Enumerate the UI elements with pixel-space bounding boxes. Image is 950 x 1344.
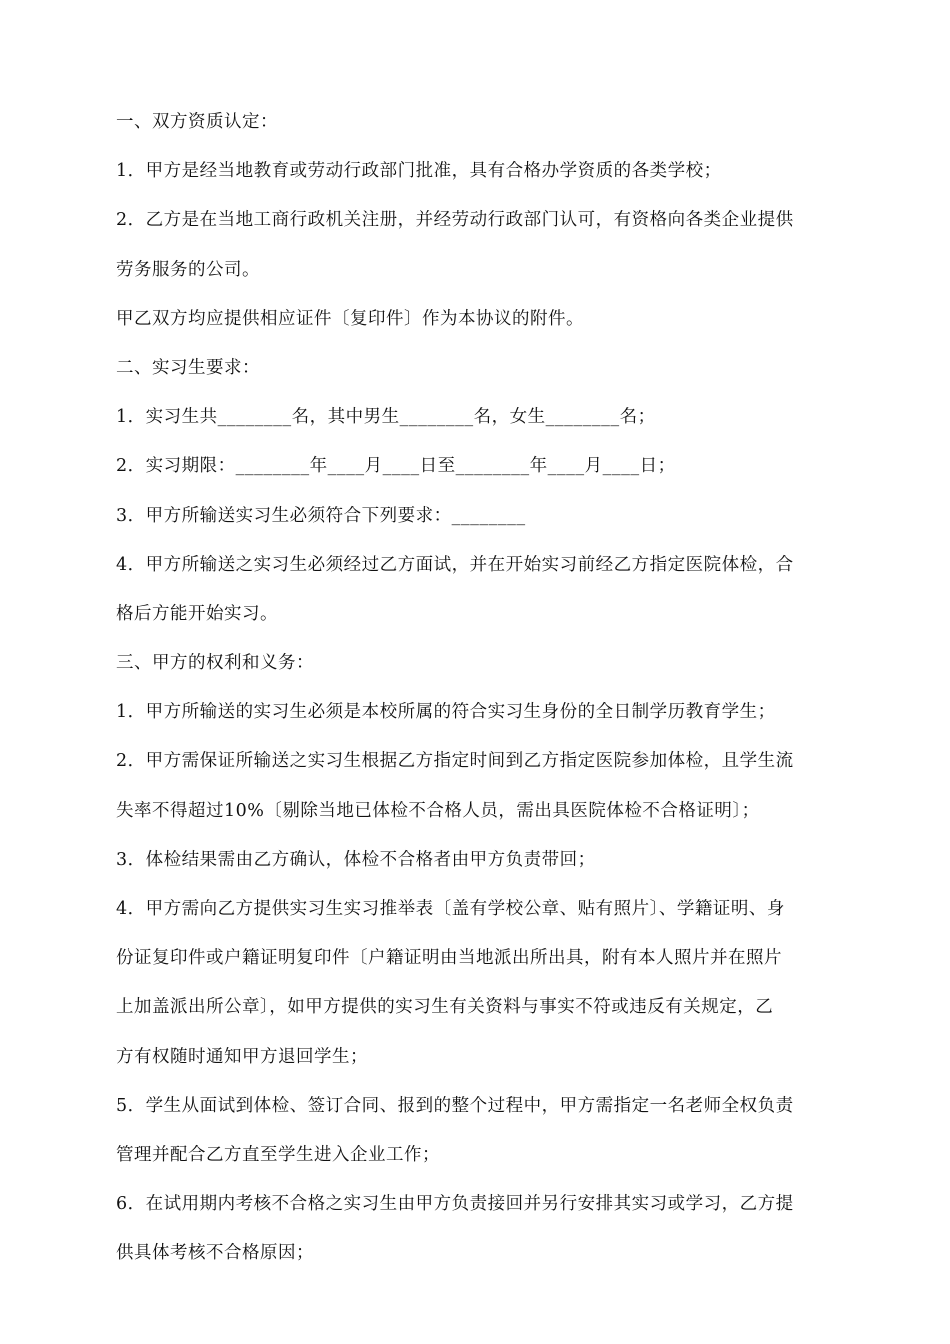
paragraph-line: 3．甲方所输送实习生必须符合下列要求：________ (116, 505, 526, 526)
paragraph-line: 劳务服务的公司。 (116, 259, 260, 280)
section-heading-party-a-rights: 三、甲方的权利和义务： (116, 653, 314, 674)
paragraph-line: 失率不得超过10%〔剔除当地已体检不合格人员，需出具医院体检不合格证明〕； (116, 800, 760, 821)
paragraph-line: 6．在试用期内考核不合格之实习生由甲方负责接回并另行安排其实习或学习，乙方提 (116, 1194, 794, 1215)
paragraph-line: 2．乙方是在当地工商行政机关注册，并经劳动行政部门认可，有资格向各类企业提供 (116, 210, 794, 231)
paragraph-line: 1．甲方所输送的实习生必须是本校所属的符合实习生身份的全日制学历教育学生； (116, 702, 776, 723)
paragraph-line: 4．甲方需向乙方提供实习生实习推举表〔盖有学校公章、贴有照片〕、学籍证明、身 (116, 899, 785, 919)
paragraph-line: 上加盖派出所公章〕，如甲方提供的实习生有关资料与事实不符或违反有关规定，乙 (116, 997, 774, 1018)
paragraph-line: 份证复印件或户籍证明复印件〔户籍证明由当地派出所出具，附有本人照片并在照片 (116, 948, 782, 969)
paragraph-line: 2．甲方需保证所输送之实习生根据乙方指定时间到乙方指定医院参加体检，且学生流 (116, 751, 794, 772)
paragraph-line: 供具体考核不合格原因； (116, 1243, 314, 1264)
paragraph-line: 1．甲方是经当地教育或劳动行政部门批准，具有合格办学资质的各类学校； (116, 161, 722, 182)
paragraph-line: 2．实习期限：________年____月____日至________年____月____日； (116, 456, 676, 477)
document-body (116, 98, 838, 1279)
section-heading-qualifications: 一、双方资质认定： (116, 112, 278, 132)
section-heading-intern-requirements: 二、实习生要求： (116, 357, 260, 378)
paragraph-line: 1．实习生共________名，其中男生________名，女生________名； (116, 407, 656, 428)
paragraph-line: 管理并配合乙方直至学生进入企业工作； (116, 1144, 440, 1165)
paragraph-line: 4．甲方所输送之实习生必须经过乙方面试，并在开始实习前经乙方指定医院体检，合 (116, 554, 794, 575)
paragraph-line: 甲乙双方均应提供相应证件〔复印件〕作为本协议的附件。 (116, 308, 584, 329)
paragraph-line: 3．体检结果需由乙方确认，体检不合格者由甲方负责带回； (116, 849, 596, 870)
paragraph-line: 5．学生从面试到体检、签订合同、报到的整个过程中，甲方需指定一名老师全权负责 (116, 1095, 794, 1116)
paragraph-line: 格后方能开始实习。 (116, 603, 278, 624)
paragraph-line: 方有权随时通知甲方退回学生； (116, 1046, 368, 1067)
